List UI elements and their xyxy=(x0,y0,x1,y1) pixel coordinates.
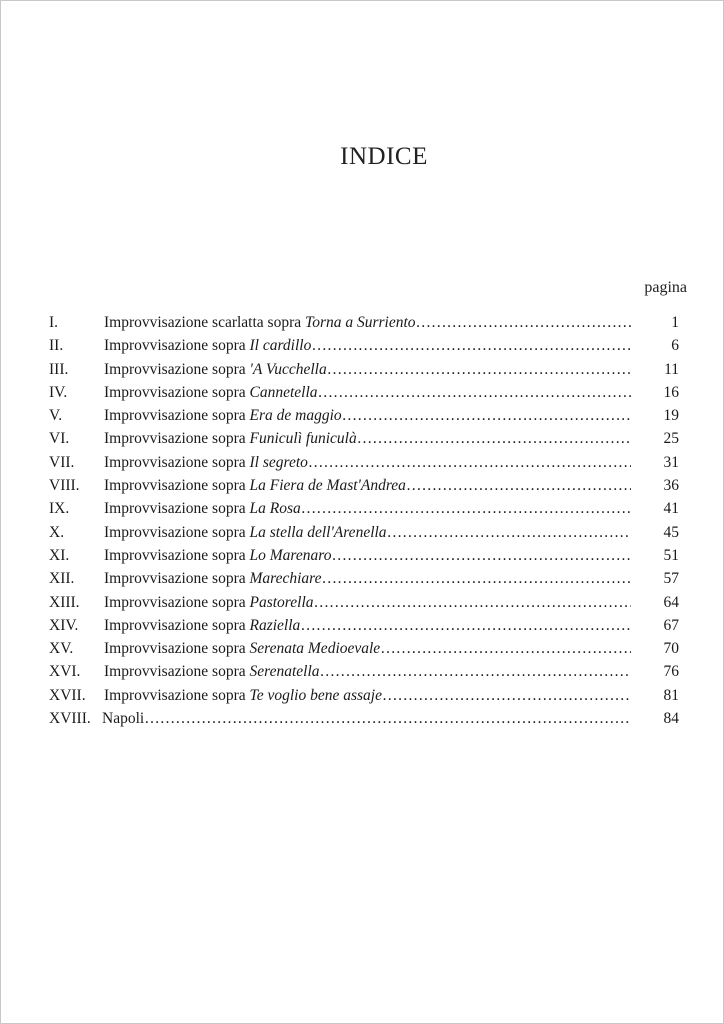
toc-entry-title xyxy=(104,637,631,660)
toc-entry-title xyxy=(104,567,631,590)
toc-entry-title xyxy=(104,334,631,357)
toc-entry-number: XVI. xyxy=(49,663,81,681)
toc-page-number: 57 xyxy=(663,570,679,588)
toc-dot-leader xyxy=(380,640,631,657)
toc-dot-leader xyxy=(300,617,631,634)
toc-row xyxy=(49,497,679,520)
toc-dot-leader xyxy=(331,547,631,564)
toc-dot-leader xyxy=(311,337,631,354)
toc-entry-title xyxy=(104,521,631,544)
toc-dot-leader xyxy=(320,663,631,680)
toc-entry-prefix: Improvvisazione sopra xyxy=(104,663,250,681)
toc-page-number: 6 xyxy=(671,337,679,355)
toc-entry-song-title: Marechiare xyxy=(249,570,322,588)
toc-page-number: 16 xyxy=(663,383,679,401)
toc-entry-number: XI. xyxy=(49,546,70,564)
toc-page-number: 1 xyxy=(671,314,679,331)
toc-row xyxy=(49,707,679,730)
toc-entry-title xyxy=(104,404,631,427)
toc-dot-leader xyxy=(387,524,631,541)
toc-page-number: 70 xyxy=(663,640,679,658)
toc-entry-song-title: La stella dell'Arenella xyxy=(249,523,387,541)
toc-dot-leader xyxy=(327,361,631,378)
toc-entry-number: VIII. xyxy=(49,477,80,495)
toc-entry-prefix: Improvvisazione sopra xyxy=(104,383,250,401)
toc-page-number: 81 xyxy=(663,686,679,704)
toc-entry-title xyxy=(104,311,631,334)
toc-row xyxy=(49,474,679,497)
toc-entry-prefix: Improvvisazione sopra xyxy=(104,477,250,495)
toc-entry-song-title: Pastorella xyxy=(249,593,314,611)
toc-entry-number: VI. xyxy=(49,430,70,448)
toc-page-number: 31 xyxy=(663,453,679,471)
toc-entry-number: XII. xyxy=(49,570,75,588)
toc-entry-title xyxy=(104,381,631,404)
toc-entry-song-title: La Fiera de Mast'Andrea xyxy=(249,477,406,495)
toc-entry-prefix: Napoli xyxy=(102,710,145,728)
toc-dot-leader xyxy=(357,430,631,447)
toc-entry-title xyxy=(104,660,631,683)
toc-dot-leader xyxy=(342,407,631,424)
toc-row xyxy=(49,567,679,590)
page-title: INDICE xyxy=(340,143,428,170)
toc-entry-song-title: Era de maggio xyxy=(249,407,342,425)
toc-dot-leader xyxy=(406,477,631,494)
toc-row xyxy=(49,660,679,683)
toc-page-number: 51 xyxy=(663,546,679,564)
toc-page-number: 25 xyxy=(663,430,679,448)
toc-entry-title xyxy=(104,474,631,497)
toc-entry-prefix: Improvvisazione sopra xyxy=(104,337,250,355)
toc-entry-prefix: Improvvisazione sopra xyxy=(104,570,250,588)
toc-row xyxy=(49,451,679,474)
toc-entry-number: IV. xyxy=(49,383,68,401)
toc-entry-number: XVIII. xyxy=(49,710,91,728)
toc-page-number: 84 xyxy=(663,710,679,728)
toc-row xyxy=(49,381,679,404)
toc-entry-song-title: Cannetella xyxy=(249,383,318,401)
toc-entry-title xyxy=(104,614,631,637)
toc-row xyxy=(49,544,679,567)
toc-entry-prefix: Improvvisazione sopra xyxy=(104,523,250,541)
toc-entry-prefix: Improvvisazione sopra xyxy=(104,686,250,704)
toc-entry-title xyxy=(104,497,631,520)
toc-page-number: 45 xyxy=(663,523,679,541)
toc-entry-song-title: Te voglio bene assaje xyxy=(249,686,382,704)
toc-entry-song-title: Serenata Medioevale xyxy=(249,640,381,658)
toc-entry-title xyxy=(104,544,631,567)
toc-row xyxy=(49,311,679,334)
toc-entry-prefix: Improvvisazione sopra xyxy=(104,546,250,564)
toc-page-number: 41 xyxy=(663,500,679,518)
toc-entry-prefix: Improvvisazione sopra xyxy=(104,593,250,611)
toc-dot-leader xyxy=(382,687,631,704)
toc-page-number: 11 xyxy=(664,360,679,378)
toc-page-number: 67 xyxy=(663,616,679,634)
toc-entry-prefix: Improvvisazione sopra xyxy=(104,430,250,448)
toc-entry-number: V. xyxy=(49,407,63,425)
toc-entry-prefix: Improvvisazione sopra xyxy=(104,407,250,425)
toc-entry-song-title: Raziella xyxy=(249,616,301,634)
toc-entry-number: VII. xyxy=(49,453,75,471)
toc-row xyxy=(49,521,679,544)
toc-entry-title xyxy=(104,451,631,474)
toc-entry-title xyxy=(104,591,631,614)
toc-row xyxy=(49,684,679,707)
toc-entry-title xyxy=(104,427,631,450)
toc-entry-title xyxy=(102,707,631,730)
toc-entry-song-title: Lo Marenaro xyxy=(249,546,332,564)
toc-row xyxy=(49,427,679,450)
toc-row xyxy=(49,637,679,660)
toc-dot-leader xyxy=(308,454,631,471)
toc-entry-number: X. xyxy=(49,523,65,541)
toc-entry-song-title: Serenatella xyxy=(249,663,320,681)
toc-row xyxy=(49,614,679,637)
toc-page-number: 36 xyxy=(663,477,679,495)
toc-dot-leader xyxy=(301,500,631,517)
toc-entry-song-title: 'A Vucchella xyxy=(249,360,327,378)
toc-dot-leader xyxy=(318,384,631,401)
toc-entry-song-title: La Rosa xyxy=(249,500,301,518)
toc-entry-number: XIV. xyxy=(49,616,79,634)
toc-entry-number: II. xyxy=(49,337,64,355)
toc-entry-title xyxy=(104,684,631,707)
toc-dot-leader xyxy=(322,570,631,587)
toc-entry-song-title: Torna a Surriento xyxy=(305,314,416,331)
toc-dot-leader xyxy=(416,314,631,331)
toc-entry-song-title: Funiculì funiculà xyxy=(249,430,357,448)
toc-entry-number: I. xyxy=(49,314,59,331)
toc-entry-prefix: Improvvisazione sopra xyxy=(104,616,250,634)
toc-entry-number: XIII. xyxy=(49,593,80,611)
toc-row xyxy=(49,404,679,427)
toc-row xyxy=(49,358,679,381)
toc-entry-prefix: Improvvisazione sopra xyxy=(104,500,250,518)
toc-entry-prefix: Improvvisazione sopra xyxy=(104,640,250,658)
toc-page-number: 64 xyxy=(663,593,679,611)
toc-entry-prefix: Improvvisazione sopra xyxy=(104,360,250,378)
toc-entry-song-title: Il segreto xyxy=(249,453,308,471)
toc-dot-leader xyxy=(144,710,631,727)
toc-row xyxy=(49,334,679,357)
page-column-label: pagina xyxy=(644,279,687,296)
toc-page-number: 19 xyxy=(663,407,679,425)
toc-entry-number: XVII. xyxy=(49,686,86,704)
table-of-contents xyxy=(49,311,679,730)
toc-entry-number: XV. xyxy=(49,640,74,658)
toc-entry-number: III. xyxy=(49,360,69,378)
toc-entry-prefix: Improvvisazione sopra xyxy=(104,453,250,471)
toc-page-number: 76 xyxy=(663,663,679,681)
toc-entry-number: IX. xyxy=(49,500,70,518)
toc-dot-leader xyxy=(314,594,631,611)
toc-entry-title xyxy=(104,358,631,381)
toc-row xyxy=(49,591,679,614)
toc-entry-prefix: Improvvisazione scarlatta sopra xyxy=(104,314,305,331)
toc-entry-song-title: Il cardillo xyxy=(249,337,312,355)
